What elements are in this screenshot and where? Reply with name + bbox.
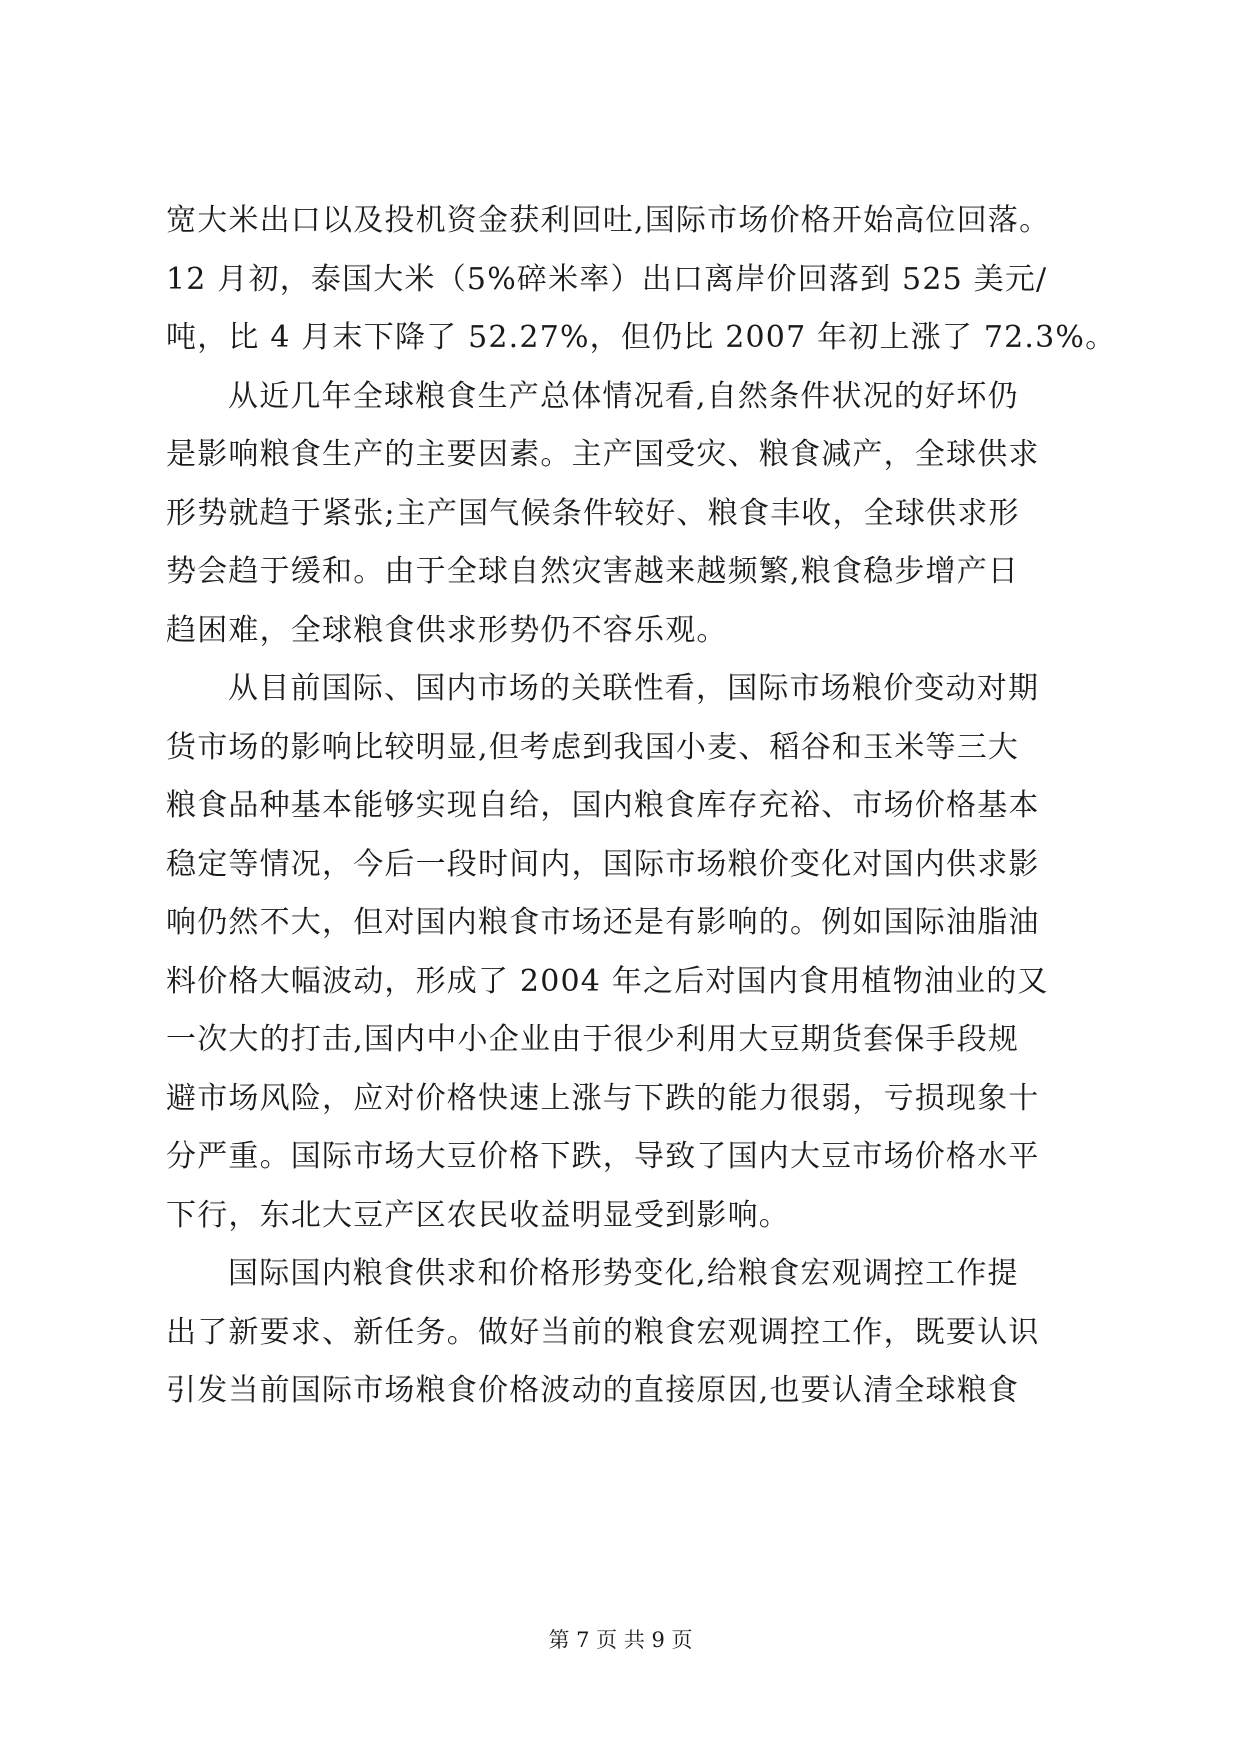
text-line: 出了新要求、新任务。做好当前的粮食宏观调控工作，既要认识 [166,1314,1040,1350]
paragraph-first-line: 国际国内粮食供求和价格形势变化,给粮食宏观调控工作提 [228,1256,1019,1291]
text-line: 吨，比 4 月末下降了 52.27%，但仍比 2007 年初上涨了 72.3%。 [166,320,1117,355]
text-line: 是影响粮食生产的主要因素。主产国受灾、粮食减产，全球供求 [166,437,1040,472]
text-line: 避市场风险，应对价格快速上涨与下跌的能力很弱，亏损现象十 [166,1080,1040,1116]
text-line: 形势就趋于紧张;主产国气候条件较好、粮食丰收，全球供求形 [166,495,1020,531]
text-line: 宽大米出口以及投机资金获利回吐,国际市场价格开始高位回落。 [166,203,1051,238]
text-line: 料价格大幅波动，形成了 2004 年之后对国内食用植物油业的又 [166,963,1049,999]
text-line: 稳定等情况，今后一段时间内，国际市场粮价变化对国内供求影 [166,846,1040,882]
text-line: 12 月初，泰国大米（5%碎米率）出口离岸价回落到 525 美元/ [166,261,1048,297]
paragraph-first-line: 从近几年全球粮食生产总体情况看,自然条件状况的好坏仍 [228,378,1019,414]
text-line: 引发当前国际市场粮食价格波动的直接原因,也要认清全球粮食 [166,1373,1020,1408]
paragraph-first-line: 从目前国际、国内市场的关联性看，国际市场粮价变动对期 [228,671,1040,706]
text-line: 势会趋于缓和。由于全球自然灾害越来越频繁,粮食稳步增产日 [166,554,1020,589]
page-number-footer: 第 7 页 共 9 页 [548,1628,693,1652]
text-line: 下行，东北大豆产区农民收益明显受到影响。 [166,1197,790,1233]
text-line: 响仍然不大，但对国内粮食市场还是有影响的。例如国际油脂油 [166,905,1040,940]
text-line: 一次大的打击,国内中小企业由于很少利用大豆期货套保手段规 [166,1022,1020,1057]
text-line: 货市场的影响比较明显,但考虑到我国小麦、稻谷和玉米等三大 [166,729,1020,765]
text-line: 分严重。国际市场大豆价格下跌，导致了国内大豆市场价格水平 [166,1139,1040,1174]
document-body [166,192,1117,1421]
text-line: 趋困难，全球粮食供求形势仍不容乐观。 [166,612,728,648]
text-line: 粮食品种基本能够实现自给，国内粮食库存充裕、市场价格基本 [166,788,1040,823]
